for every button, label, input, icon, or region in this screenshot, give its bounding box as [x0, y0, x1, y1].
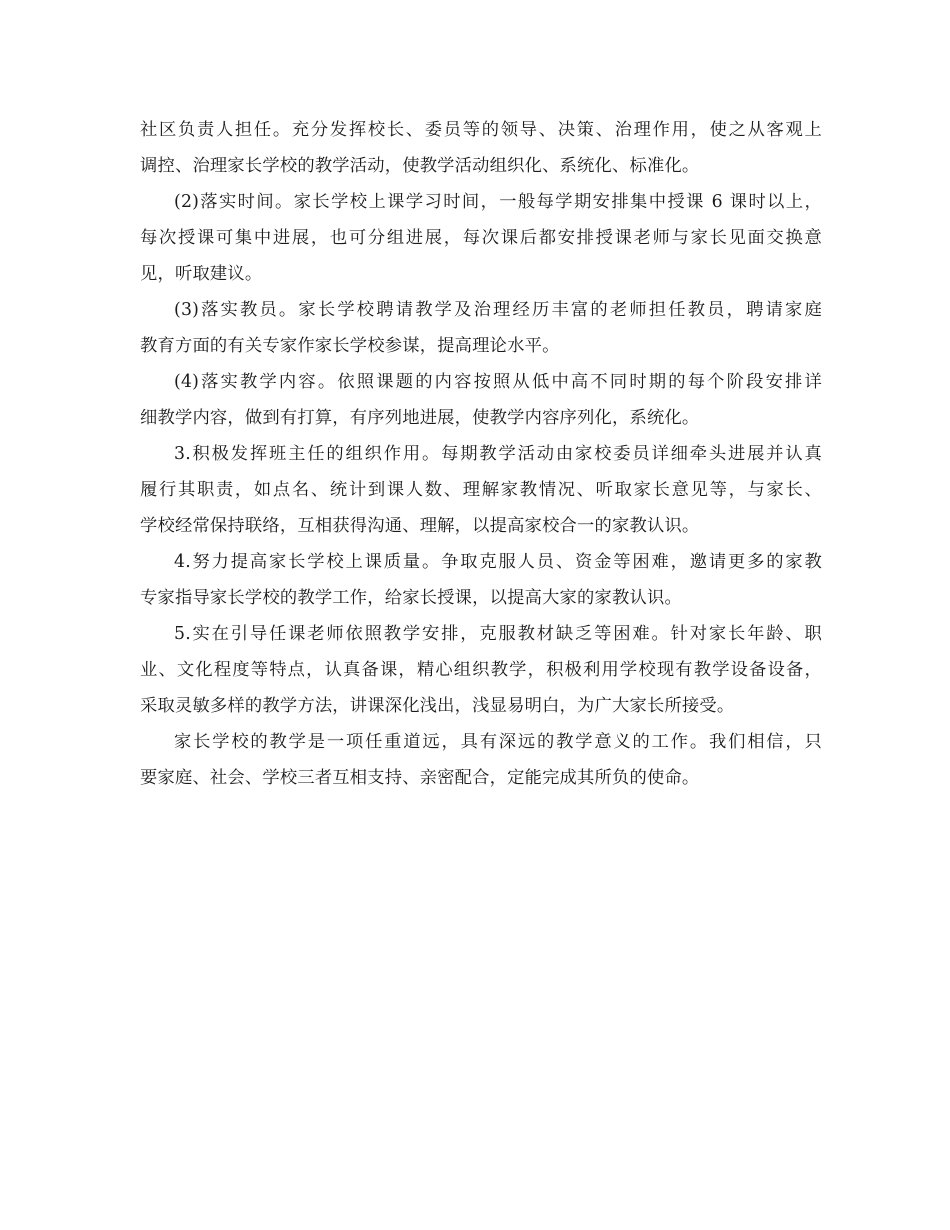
text-line: 5.实在引导任课老师依照教学安排，克服教材缺乏等困难。针对家长年龄、职 [174, 624, 822, 644]
text-line: (4)落实教学内容。依照课题的内容按照从低中高不同时期的每个阶段安排详 [174, 372, 822, 392]
text-line: (3)落实教员。家长学校聘请教学及治理经历丰富的老师担任教员，聘请家庭 [174, 300, 822, 320]
text-line: 采取灵敏多样的教学方法，讲课深化浅出，浅显易明白，为广大家长所接受。 [140, 696, 735, 716]
text-line: 学校经常保持联络，互相获得沟通、理解，以提高家校合一的家教认识。 [140, 516, 700, 536]
text-line: 3.积极发挥班主任的组织作用。每期教学活动由家校委员详细牵头进展并认真 [174, 444, 822, 464]
text-line: 专家指导家长学校的教学工作，给家长授课，以提高大家的家教认识。 [140, 588, 682, 608]
text-line: 每次授课可集中进展，也可分组进展，每次课后都安排授课老师与家长见面交换意 [140, 228, 822, 248]
text-line: 见，听取建议。 [140, 264, 263, 284]
text-line: 细教学内容，做到有打算，有序列地进展，使教学内容序列化，系统化。 [140, 408, 700, 428]
text-line: 家长学校的教学是一项任重道远，具有深远的教学意义的工作。我们相信，只 [174, 732, 822, 752]
text-line: 业、文化程度等特点，认真备课，精心组织教学，积极利用学校现有教学设备设备， [140, 660, 822, 680]
text-line: 调控、治理家长学校的教学活动，使教学活动组织化、系统化、标准化。 [140, 156, 700, 176]
text-line: (2)落实时间。家长学校上课学习时间，一般每学期安排集中授课 6 课时以上， [174, 192, 822, 212]
text-line: 要家庭、社会、学校三者互相支持、亲密配合，定能完成其所负的使命。 [140, 768, 700, 788]
text-line: 4.努力提高家长学校上课质量。争取克服人员、资金等困难，邀请更多的家教 [174, 552, 822, 572]
text-line: 教育方面的有关专家作家长学校参谋，提高理论水平。 [140, 336, 560, 356]
document-body [140, 112, 822, 796]
text-line: 社区负责人担任。充分发挥校长、委员等的领导、决策、治理作用，使之从客观上 [140, 120, 822, 140]
text-line: 履行其职责，如点名、统计到课人数、理解家教情况、听取家长意见等，与家长、 [140, 480, 822, 500]
